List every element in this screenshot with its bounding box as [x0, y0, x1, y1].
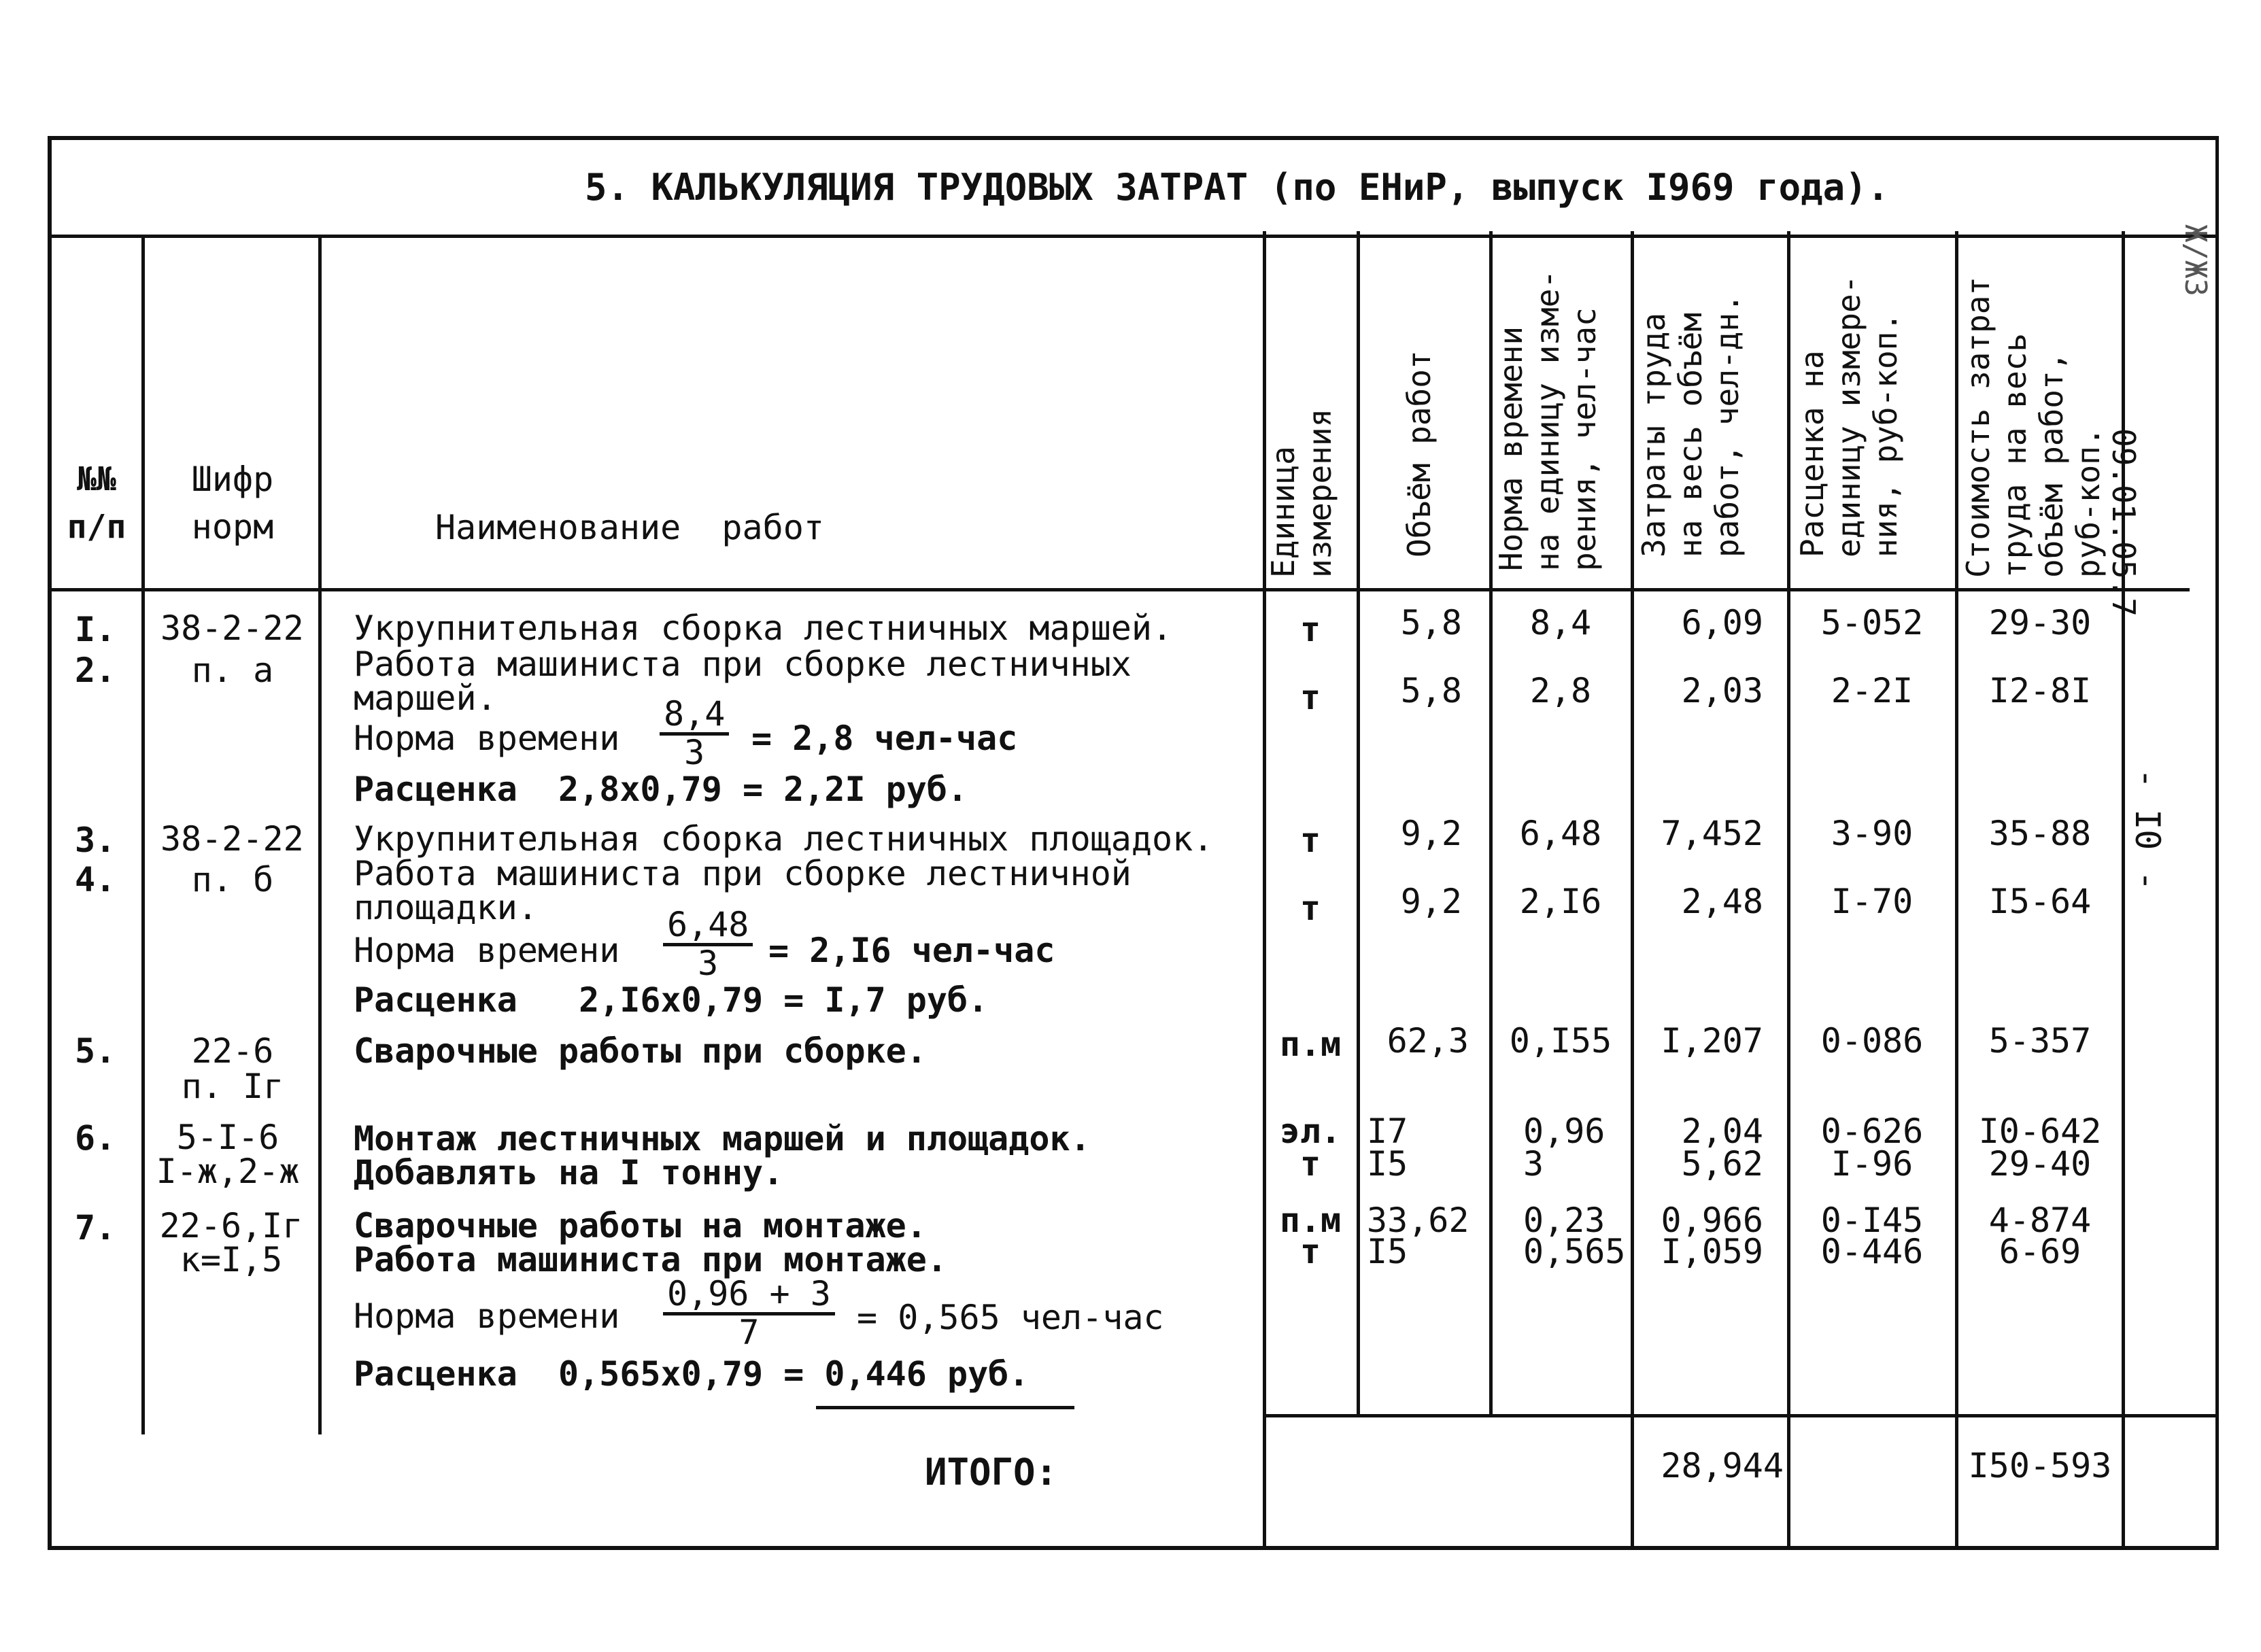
- header-volume: Объём работ: [1401, 350, 1438, 557]
- fraction-denominator: 7: [738, 1313, 760, 1352]
- row-rate: 3-90: [1831, 814, 1914, 853]
- calc-norm-result: = 2,8 чел-час: [751, 719, 1018, 758]
- row-cost: 35-88: [1988, 814, 2092, 853]
- row-rate: 0-086: [1820, 1021, 1924, 1061]
- col-line-1: [141, 238, 145, 1434]
- frame-bottom: [48, 1546, 2219, 1550]
- row-number: 2.: [75, 651, 116, 690]
- fraction-numerator: 6,48: [663, 908, 753, 946]
- row-rate: 0-I45 0-446: [1820, 1201, 1924, 1271]
- row-cost: I0-642 29-40: [1978, 1112, 2102, 1184]
- header-divider: [48, 588, 2190, 591]
- row-labor: I,207: [1661, 1021, 1763, 1061]
- row-work-name: Укрупнительная сборка лестничных площадок.: [354, 819, 1214, 859]
- row-labor: 2,04 5,62: [1681, 1112, 1763, 1184]
- row-number: 4.: [75, 860, 116, 899]
- row-cost: 5-357: [1988, 1021, 2092, 1061]
- row-work-name: Работа машиниста при сборке лестничных маршей.: [354, 644, 1132, 718]
- row-norm: 0,23 0,565: [1523, 1201, 1626, 1271]
- row-volume: 33,62 I5: [1367, 1201, 1469, 1271]
- row-cost: 4-874 6-69: [1988, 1201, 2092, 1271]
- calc-fraction: [663, 905, 753, 983]
- row-volume: 5,8: [1400, 603, 1462, 642]
- calc-fraction: [660, 694, 729, 772]
- title-divider: [48, 235, 2219, 238]
- frame-left: [48, 136, 52, 1550]
- row-number: 3.: [75, 821, 116, 860]
- row-number: 6.: [75, 1118, 116, 1158]
- calc-rate: Расценка 0,565х0,79 = 0,446 руб.: [354, 1354, 1030, 1394]
- row-labor: 0,966 I,059: [1661, 1201, 1763, 1271]
- fraction-numerator: 8,4: [660, 697, 729, 736]
- header-cost: Стоимость затрат труда на весь объём работ, руб-коп.: [1960, 276, 2107, 578]
- side-code-top: Ж/Ж3: [2178, 224, 2213, 296]
- row-rate: 2-2I: [1831, 671, 1914, 710]
- row-rate: 0-626 I-96: [1820, 1112, 1924, 1184]
- row-norm: 0,96 3: [1523, 1112, 1605, 1184]
- row-norm: 6,48: [1519, 814, 1602, 853]
- header-labor: Затраты труда на весь объём работ, чел-дн.: [1635, 294, 1746, 557]
- row-unit: т: [1299, 889, 1321, 928]
- row-volume: I7 I5: [1367, 1112, 1408, 1184]
- calc-norm-result: = 2,I6 чел-час: [768, 931, 1055, 970]
- row-number: I.: [75, 610, 116, 649]
- document-title: 5. КАЛЬКУЛЯЦИЯ ТРУДОВЫХ ЗАТРАТ (по ЕНиР, выпуск I969 года).: [585, 166, 1890, 209]
- fraction-denominator: 3: [698, 944, 719, 983]
- fraction-denominator: 3: [684, 733, 705, 772]
- row-cost: I2-8I: [1988, 671, 2092, 710]
- row-number: 7.: [75, 1208, 116, 1247]
- row-code: п. б: [191, 860, 274, 899]
- calc-fraction: [663, 1274, 835, 1352]
- row-volume: 5,8: [1400, 671, 1462, 710]
- row-cost: 29-30: [1988, 603, 2092, 642]
- row-cost: I5-64: [1988, 882, 2092, 921]
- header-norm: Норма времени на единицу изме- рения, чел-час: [1493, 269, 1603, 571]
- calc-rate: Расценка 2,I6х0,79 = I,7 руб.: [354, 980, 989, 1020]
- fraction-numerator: 0,96 + 3: [663, 1277, 835, 1315]
- row-volume: 9,2: [1400, 814, 1462, 853]
- row-code: 22-6,Iг к=I,5: [159, 1206, 303, 1279]
- row-norm: 8,4: [1529, 603, 1592, 642]
- row-number: 5.: [75, 1031, 116, 1071]
- header-rate: Расценка на единицу измере- ния, руб-коп.: [1794, 275, 1904, 557]
- row-norm: 0,I55: [1509, 1021, 1612, 1061]
- row-norm: 2,8: [1529, 671, 1592, 710]
- row-code: 38-2-22: [160, 819, 304, 859]
- row-labor: 7,452: [1661, 814, 1763, 853]
- calc-norm-label: Норма времени: [354, 719, 620, 758]
- total-divider: [1265, 1414, 2215, 1417]
- row-work-name: Монтаж лестничных маршей и площадок. Добавлять на I тонну.: [354, 1119, 1091, 1192]
- row-unit: т: [1299, 678, 1321, 717]
- col-line-2: [318, 238, 322, 1434]
- calc-rate: Расценка 2,8х0,79 = 2,2I руб.: [354, 770, 968, 809]
- row-volume: 9,2: [1400, 882, 1462, 921]
- row-code: 38-2-22: [160, 608, 304, 648]
- row-norm: 2,I6: [1519, 882, 1602, 921]
- row-rate: 5-052: [1820, 603, 1924, 642]
- row-work-name: Сварочные работы на монтаже. Работа машиниста при монтаже.: [354, 1206, 947, 1279]
- calc-norm-label: Норма времени: [354, 931, 620, 970]
- page-number: - I0 -: [2128, 768, 2167, 891]
- row-code: 22-6 п. Iг: [181, 1031, 284, 1106]
- row-labor: 2,48: [1681, 882, 1763, 921]
- header-code: Шифр норм: [191, 460, 274, 547]
- calc-norm-result: = 0,565 чел-час: [857, 1298, 1164, 1337]
- row-unit: эл. т: [1279, 1112, 1342, 1184]
- row-unit: т: [1299, 821, 1321, 860]
- header-number: №№ п/п: [67, 460, 126, 546]
- row-rate: I-70: [1831, 882, 1914, 921]
- row-code: 5-I-6 I-ж,2-ж: [156, 1118, 300, 1191]
- row-work-name: Сварочные работы при сборке.: [354, 1031, 927, 1071]
- row-unit: т: [1299, 610, 1321, 649]
- row-unit: п.м т: [1279, 1201, 1342, 1271]
- header-unit: Единица измерения: [1265, 408, 1338, 578]
- total-label: ИТОГО:: [925, 1451, 1058, 1494]
- header-work-name: Наименование работ: [435, 508, 824, 547]
- total-labor: 28,944: [1661, 1446, 1784, 1485]
- frame-right: [2215, 136, 2219, 1550]
- row-labor: 2,03: [1681, 671, 1763, 710]
- side-code: 09.01.05.7: [2105, 428, 2142, 617]
- row-code: п. а: [191, 651, 274, 690]
- row-work-name: Укрупнительная сборка лестничных маршей.: [354, 608, 1173, 648]
- row-labor: 6,09: [1681, 603, 1763, 642]
- calc-underline: [816, 1406, 1074, 1409]
- row-work-name: Работа машиниста при сборке лестничной площадки.: [354, 854, 1132, 927]
- calc-norm-label: Норма времени: [354, 1296, 620, 1336]
- total-cost: I50-593: [1968, 1446, 2112, 1485]
- frame-top: [48, 136, 2219, 140]
- row-unit: п.м: [1279, 1025, 1342, 1064]
- row-volume: 62,3: [1387, 1021, 1469, 1061]
